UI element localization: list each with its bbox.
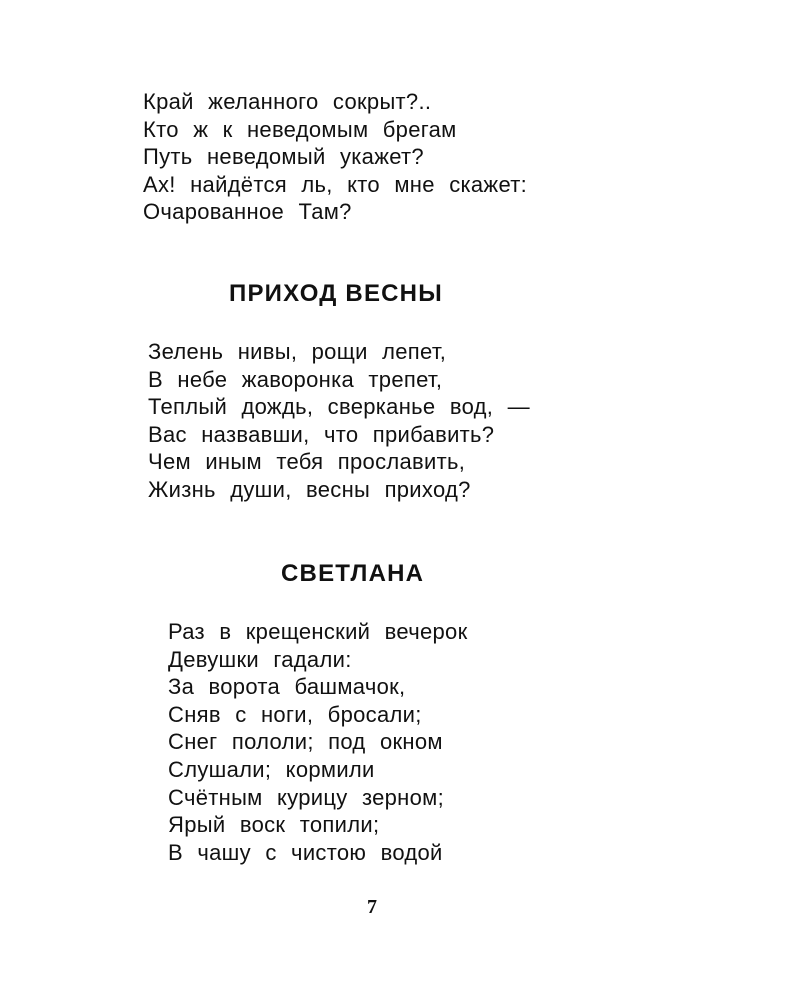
verse-line: Счётным курицу зерном; [168, 784, 445, 810]
page-number: 7 [367, 896, 377, 918]
verse-line: За ворота башмачок, [168, 674, 406, 700]
verse-line: Ярый воск топили; [168, 812, 380, 838]
poem-title-spring: ПРИХОД ВЕСНЫ [229, 280, 443, 307]
poem-title-svetlana: СВЕТЛАНА [281, 560, 425, 587]
verse-line: Теплый дождь, сверканье вод, — [148, 394, 530, 420]
verse-line: Раз в крещенский вечерок [168, 619, 468, 644]
svetlana-stanza [168, 618, 468, 866]
spring-stanza [148, 338, 530, 504]
verse-line: Снег пололи; под окном [168, 729, 443, 755]
verse-line: Очарованное Там? [143, 199, 352, 225]
verse-line: Вас назвавши, что прибавить? [148, 421, 495, 447]
verse-line: Кто ж к неведомым брегам [143, 116, 457, 142]
verse-line: Путь неведомый укажет? [143, 144, 424, 170]
verse-line: Девушки гадали: [168, 646, 352, 672]
verse-line: Слушали; кормили [168, 756, 375, 782]
fragment-stanza [143, 88, 527, 226]
verse-line: Сняв с ноги, бросали; [168, 701, 422, 727]
verse-line: В небе жаворонка трепет, [148, 366, 443, 392]
verse-line: В чашу с чистою водой [168, 839, 443, 865]
verse-line: Жизнь души, весны приход? [148, 476, 471, 502]
verse-line: Чем иным тебя прославить, [148, 449, 466, 475]
verse-line: Ах! найдётся ль, кто мне скажет: [143, 171, 528, 197]
verse-line: Зелень нивы, рощи лепет, [148, 339, 447, 364]
verse-line: Край желанного сокрыт?.. [143, 89, 432, 114]
